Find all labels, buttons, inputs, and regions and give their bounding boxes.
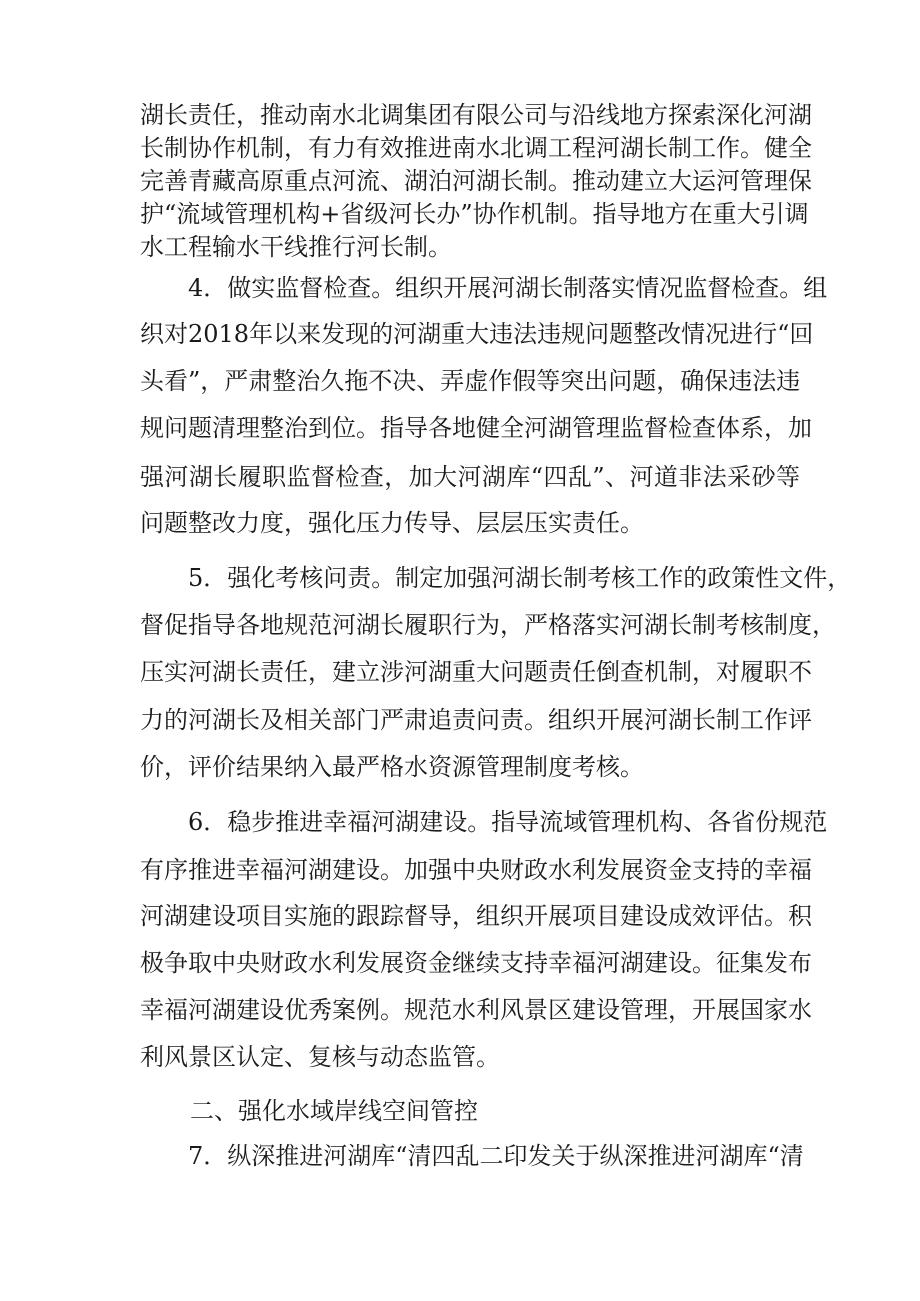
item-5-line: 督促指导各地规范河湖长履职行为，严格落实河湖长制考核制度， xyxy=(140,611,836,639)
item-4-line: 织对2018年以来发现的河湖重大违法违规问题整改情况进行“回 xyxy=(140,320,814,348)
paragraph-line: 湖长责任，推动南水北调集团有限公司与沿线地方探索深化河湖 xyxy=(140,101,812,129)
item-6-line: 利风景区认定、复核与动态监管。 xyxy=(140,1043,500,1071)
item-6-line: 有序推进幸福河湖建设。加强中央财政水利发展资金支持的幸福 xyxy=(140,856,812,884)
item-4-line: 问题整改力度，强化压力传导、层层压实责任。 xyxy=(140,509,644,537)
item-6-line: 6．稳步推进幸福河湖建设。指导流域管理机构、各省份规范 xyxy=(188,808,828,836)
item-4-line: 头看”，严肃整治久拖不决、弄虚作假等突出问题，确保违法违 xyxy=(140,367,801,395)
paragraph-line: 长制协作机制，有力有效推进南水北调工程河湖长制工作。健全 xyxy=(140,134,812,162)
section-heading: 二、强化水域岸线空间管控 xyxy=(190,1097,478,1125)
item-6-line: 幸福河湖建设优秀案例。规范水利风景区建设管理，开展国家水 xyxy=(140,996,812,1024)
item-7-line: 7．纵深推进河湖库“清四乱二印发关于纵深推进河湖库“清 xyxy=(188,1142,804,1170)
item-4-line: 强河湖长履职监督检查，加大河湖库“四乱”、河道非法采砂等 xyxy=(140,463,800,491)
item-5-line: 5．强化考核问责。制定加强河湖长制考核工作的政策性文件， xyxy=(188,564,852,592)
item-6-line: 河湖建设项目实施的跟踪督导，组织开展项目建设成效评估。积 xyxy=(140,902,812,930)
item-6-line: 极争取中央财政水利发展资金继续支持幸福河湖建设。征集发布 xyxy=(140,949,812,977)
item-4-line: 规问题清理整治到位。指导各地健全河湖管理监督检查体系，加 xyxy=(140,414,812,442)
paragraph-line: 护“流域管理机构+省级河长办”协作机制。指导地方在重大引调 xyxy=(140,200,809,228)
paragraph-line: 水工程输水干线推行河长制。 xyxy=(140,233,452,261)
paragraph-line: 完善青藏高原重点河流、湖泊河湖长制。推动建立大运河管理保 xyxy=(140,167,812,195)
item-5-line: 压实河湖长责任，建立涉河湖重大问题责任倒查机制，对履职不 xyxy=(140,658,812,686)
item-4-line: 4．做实监督检查。组织开展河湖长制落实情况监督检查。组 xyxy=(188,274,828,302)
item-5-line: 价，评价结果纳入最严格水资源管理制度考核。 xyxy=(140,753,644,781)
item-5-line: 力的河湖长及相关部门严肃追责问责。组织开展河湖长制工作评 xyxy=(140,706,812,734)
